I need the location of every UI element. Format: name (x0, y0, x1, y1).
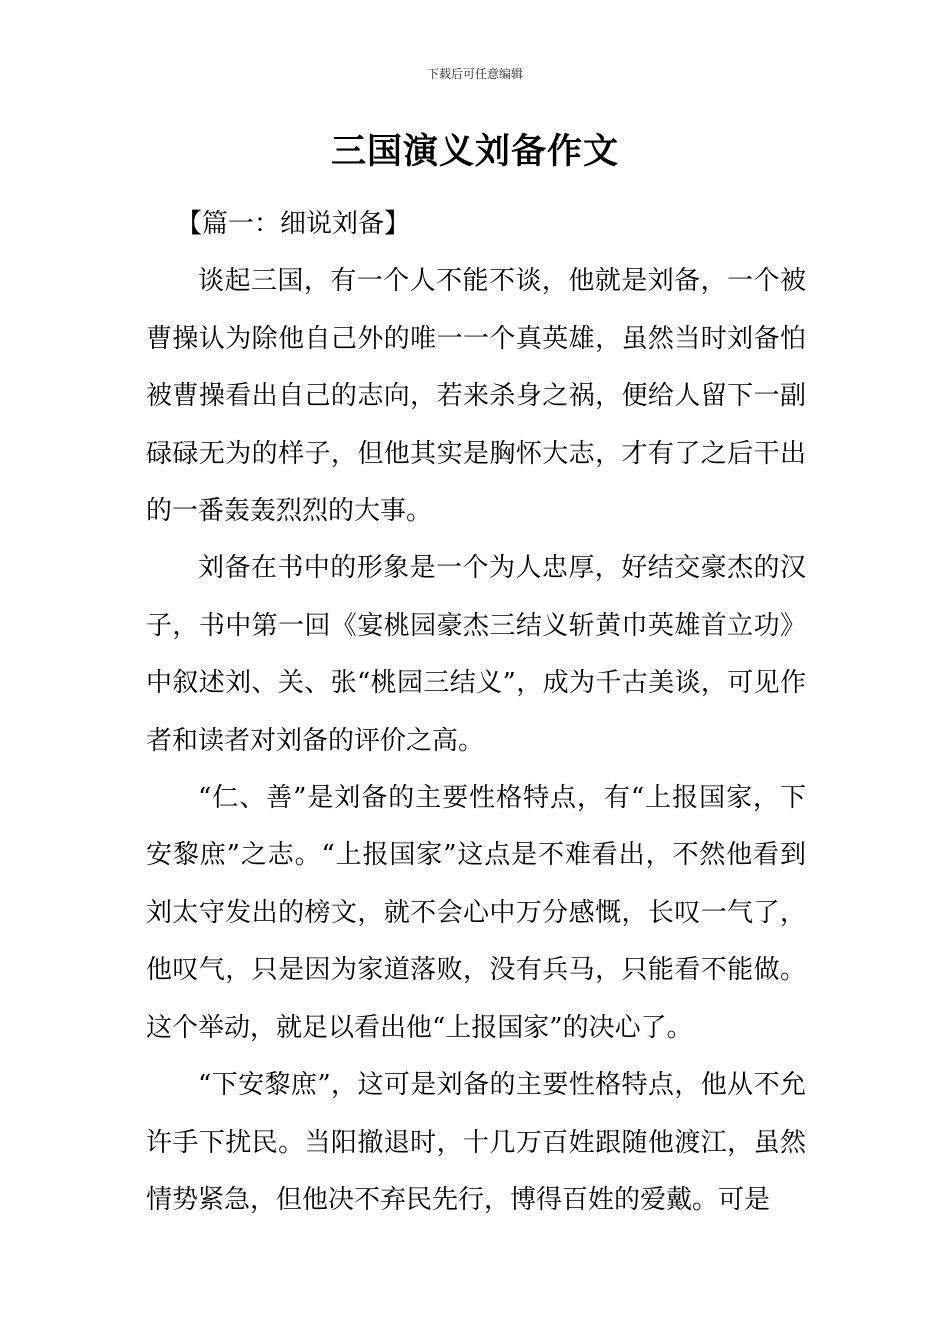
paragraph: “仁、善”是刘备的主要性格特点，有“上报国家，下安黎庶”之志。“上报国家”这点是不难看出，不然他看到刘太守发出的榜文，就不会心中万分感慨，长叹一气了，他叹气，只是因为家道落败，没有兵马，只能看不能做。这个举动，就足以看出他“上报国家”的决心了。 (146, 783, 806, 1043)
header-note: 下载后可任意编辑 (426, 67, 523, 81)
paragraph: 刘备在书中的形象是一个为人忠厚，好结交豪杰的汉子，书中第一回《宴桃园豪杰三结义斩黄巾英雄首立功》中叙述刘、关、张“桃园三结义”，成为千古美谈，可见作者和读者对刘备的评价之高。 (146, 553, 806, 756)
document-title: 三国演义刘备作文 (330, 132, 619, 172)
paragraph: 谈起三国，有一个人不能不谈，他就是刘备，一个被曹操认为除他自己外的唯一一个真英雄，虽然当时刘备怕被曹操看出自己的志向，若来杀身之祸，便给人留下一副碌碌无为的样子，但他其实是胸怀大志，才有了之后干出的一番轰轰烈烈的大事。 (146, 266, 806, 527)
section-heading: 【篇一：细说刘备】 (176, 209, 411, 239)
document-body (146, 196, 806, 1229)
paragraph: “下安黎庶”，这可是刘备的主要性格特点，他从不允许手下扰民。当阳撤退时，十几万百姓跟随他渡江，虽然情势紧急，但他决不弃民先行，博得百姓的爱戴。可是 (146, 1070, 806, 1215)
